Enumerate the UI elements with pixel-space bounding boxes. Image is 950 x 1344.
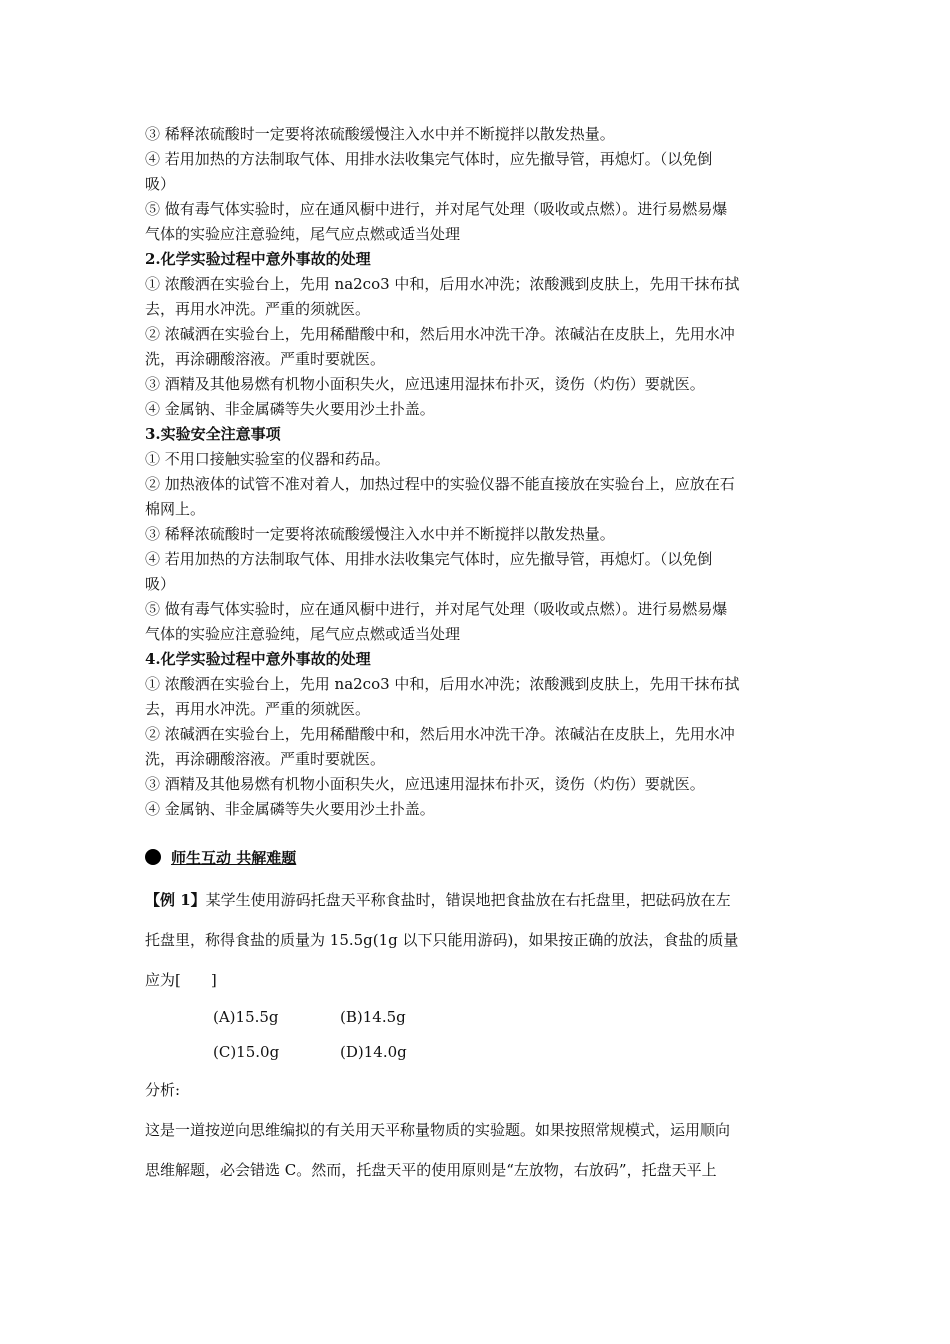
options-row [213,1035,810,1070]
text-line: ⑤ 做有毒气体实验时，应在通风橱中进行，并对尾气处理（吸收或点燃）。进行易燃易爆 [145,200,728,218]
text-line: ④ 金属钠、非金属磷等失火要用沙土扑盖。 [145,800,435,818]
text-line: ③ 酒精及其他易燃有机物小面积失火，应迅速用湿抹布扑灭，烫伤（灼伤）要就医。 [145,775,705,793]
analysis-section [145,1070,810,1190]
text-line: ① 不用口接触实验室的仪器和药品。 [145,450,390,468]
safety-block-1 [145,122,810,247]
analysis-line: 这是一道按逆向思维编拟的有关用天平称量物质的实验题。如果按照常规模式，运用顺向 [145,1121,731,1139]
example-label: 【例 1】 [145,891,206,909]
options-row [213,1000,810,1035]
section-title-text: 师生互动 共解难题 [171,848,297,867]
option-d: (D)14.0g [340,1043,407,1061]
text-line: 去，再用水冲洗。严重的须就医。 [145,700,371,718]
section-heading-2: 2.化学实验过程中意外事故的处理 [145,250,371,268]
example-line-2: 托盘里，称得食盐的质量为 15.5g(1g 以下只能用游码)，如果按正确的放法，食盐的质量 [145,931,739,949]
text-line: ④ 金属钠、非金属磷等失火要用沙土扑盖。 [145,400,435,418]
text-line: ⑤ 做有毒气体实验时，应在通风橱中进行，并对尾气处理（吸收或点燃）。进行易燃易爆 [145,600,728,618]
accident-block-4 [145,672,810,822]
text-line: 吸） [145,575,176,593]
text-line: ③ 酒精及其他易燃有机物小面积失火，应迅速用湿抹布扑灭，烫伤（灼伤）要就医。 [145,375,705,393]
bullet-icon [145,849,161,865]
text-line: 吸） [145,175,176,193]
safety-block-3 [145,447,810,647]
example-question [145,880,810,1070]
text-line: 气体的实验应注意验纯，尾气应点燃或适当处理 [145,625,461,643]
option-a: (A)15.5g [213,1008,279,1026]
analysis-line: 思维解题，必会错选 C。然而，托盘天平的使用原则是“左放物，右放码”，托盘天平上 [145,1161,717,1179]
text-line: 洗，再涂硼酸溶液。严重时要就医。 [145,350,386,368]
text-line: ① 浓酸洒在实验台上，先用 na2co3 中和，后用水冲洗；浓酸溅到皮肤上，先用干抹布拭 [145,675,740,693]
section-heading-3: 3.实验安全注意事项 [145,425,281,443]
text-line: ② 加热液体的试管不准对着人，加热过程中的实验仪器不能直接放在实验台上，应放在石 [145,475,735,493]
option-c: (C)15.0g [213,1043,280,1061]
text-line: ④ 若用加热的方法制取气体、用排水法收集完气体时，应先撤导管，再熄灯。（以免倒 [145,150,713,168]
text-line: 气体的实验应注意验纯，尾气应点燃或适当处理 [145,225,461,243]
accident-block-2 [145,272,810,422]
example-line-1 [145,880,810,920]
text-line: ② 浓碱洒在实验台上，先用稀醋酸中和，然后用水冲洗干净。浓碱沾在皮肤上，先用水冲 [145,725,735,743]
answer-options [145,1000,810,1070]
document-page [145,122,810,1190]
text-line: 洗，再涂硼酸溶液。严重时要就医。 [145,750,386,768]
analysis-label: 分析: [145,1081,181,1099]
text-line: ① 浓酸洒在实验台上，先用 na2co3 中和，后用水冲洗；浓酸溅到皮肤上，先用干抹布拭 [145,275,740,293]
option-b: (B)14.5g [340,1008,406,1026]
text-line: 去，再用水冲洗。严重的须就医。 [145,300,371,318]
example-text: 某学生使用游码托盘天平称食盐时，错误地把食盐放在右托盘里，把砝码放在左 [205,891,731,909]
text-line: ③ 稀释浓硫酸时一定要将浓硫酸缓慢注入水中并不断搅拌以散发热量。 [145,525,615,543]
text-line: ④ 若用加热的方法制取气体、用排水法收集完气体时，应先撤导管，再熄灯。（以免倒 [145,550,713,568]
section-heading-4: 4.化学实验过程中意外事故的处理 [145,650,371,668]
example-line-3: 应为[ ] [145,971,217,989]
interaction-section-title [145,842,810,872]
text-line: 棉网上。 [145,500,206,518]
text-line: ③ 稀释浓硫酸时一定要将浓硫酸缓慢注入水中并不断搅拌以散发热量。 [145,125,615,143]
text-line: ② 浓碱洒在实验台上，先用稀醋酸中和，然后用水冲洗干净。浓碱沾在皮肤上，先用水冲 [145,325,735,343]
